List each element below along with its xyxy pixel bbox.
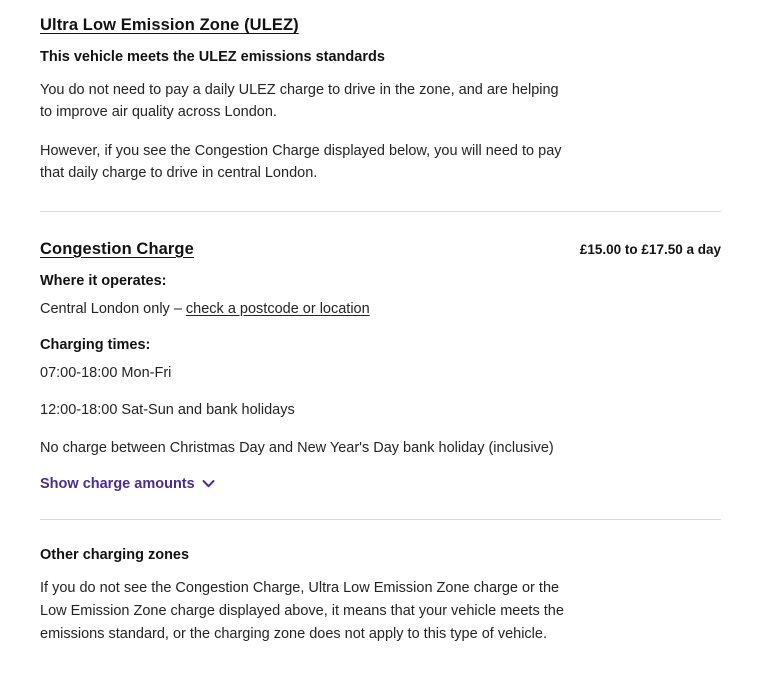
- ulez-paragraph-1: You do not need to pay a daily ULEZ charge to drive in the zone, and are helping to improve air quality across London.: [40, 82, 559, 121]
- congestion-header: [40, 240, 721, 273]
- ulez-section: [40, 16, 720, 185]
- check-postcode-link[interactable]: check a postcode or location: [185, 300, 370, 317]
- congestion-title: Congestion Charge: [40, 239, 194, 258]
- ulez-status: This vehicle meets the ULEZ emissions standards: [40, 49, 385, 65]
- other-charging-zones-section: [40, 547, 720, 647]
- show-charge-amounts-label: Show charge amounts: [40, 475, 195, 492]
- no-charge-period: No charge between Christmas Day and New Year's Day bank holiday (inclusive): [40, 440, 554, 457]
- other-zones-paragraph: If you do not see the Congestion Charge, Ultra Low Emission Zone charge or the Low Emission Zone charge displayed above, it means that your vehicle meets the emissions standard, or the charging zone does not apply to this type of vehicle.: [40, 579, 564, 643]
- show-charge-amounts-toggle[interactable]: [40, 476, 215, 492]
- where-prefix-text: Central London only –: [40, 300, 186, 317]
- other-zones-title: Other charging zones: [40, 546, 190, 563]
- charging-times-weekend: 12:00-18:00 Sat-Sun and bank holidays: [40, 402, 295, 419]
- charging-times-weekday: 07:00-18:00 Mon-Fri: [40, 364, 172, 381]
- chevron-down-icon: [202, 477, 215, 490]
- ulez-paragraph-2: However, if you see the Congestion Charge displayed below, you will need to pay that daily charge to drive in central London.: [40, 142, 562, 182]
- divider-ulez-congestion: [40, 211, 721, 212]
- where-it-operates-label: Where it operates:: [40, 272, 167, 289]
- congestion-price: £15.00 to £17.50 a day: [579, 241, 721, 257]
- congestion-charge-section: [40, 240, 720, 493]
- charging-times-label: Charging times:: [40, 336, 151, 353]
- ulez-title: Ultra Low Emission Zone (ULEZ): [40, 16, 299, 34]
- divider-congestion-other: [40, 519, 721, 520]
- where-it-operates-value: [40, 299, 720, 321]
